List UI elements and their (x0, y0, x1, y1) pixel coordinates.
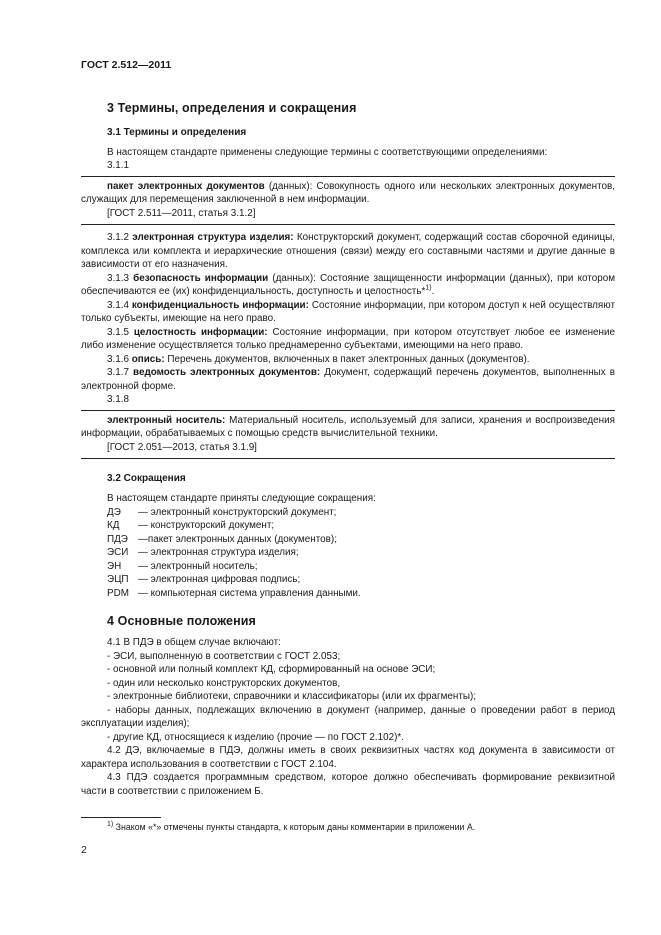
abbreviation-row (107, 533, 361, 547)
abbreviation-row (107, 573, 361, 587)
abbreviation-key: PDM (107, 587, 129, 599)
abbreviation-row (107, 519, 361, 533)
abbreviation-key: ЭЦП (107, 574, 129, 585)
term-box-3-1-1 (81, 176, 615, 226)
clause-4-3: 4.3 ПДЭ создается программным средством, которое должно обеспечивать формирование реквизитной части в соответствии с приложением Б. (81, 772, 615, 797)
abbreviation-key: ДЭ (107, 506, 121, 518)
abbreviation-value: — электронная структура изделия; (138, 547, 299, 558)
term-3-1-4: 3.1.4 конфиденциальность информации: Состояние информации, при котором доступ к ней осуществляют только субъекты, имеющие на него право. (81, 299, 615, 324)
term-3-1-1-definition: пакет электронных документов (данных): Совокупность одного или нескольких электронных документов, служащих для перемещения заключенной в нем информации. (81, 180, 615, 205)
page-content (81, 59, 615, 833)
abbreviation-value: — электронный носитель; (138, 560, 258, 572)
list-item: - ЭСИ, выполненную в соответствии с ГОСТ 2.053; (107, 650, 341, 662)
term-3-1-6-name: опись: (131, 353, 165, 365)
term-number-3-1-1: 3.1.1 (107, 160, 129, 171)
abbreviation-value: — компьютерная система управления данными. (138, 587, 361, 599)
abbreviation-row (107, 587, 361, 601)
abbreviation-value: — электронный конструкторский документ; (138, 506, 337, 518)
subsection-3-2-title: 3.2 Сокращения (107, 473, 186, 484)
abbreviation-value: — конструкторский документ; (138, 520, 275, 531)
term-3-1-5-name: целостность информации: (133, 326, 268, 338)
abbreviation-key: ЭСИ (107, 547, 129, 558)
term-3-1-2: 3.1.2 электронная структура изделия: Конструкторский документ, содержащий состав сборочной единицы, комплекса или комплекта и иерархические отношения (связи) между его составными частями и другие данные в зависимости от его назначения. (81, 232, 615, 270)
term-number-3-1-8: 3.1.8 (107, 394, 129, 405)
clause-4-1: 4.1 В ПДЭ в общем случае включают: (107, 637, 281, 648)
abbreviation-key: ЭН (107, 560, 122, 572)
term-3-1-7-name: ведомость электронных документов: (133, 367, 321, 378)
abbreviations-list (107, 506, 361, 601)
footnote: $^{1)}$ Знаком «*» отмечены пункты стандарта, к которым даны комментарии в приложении А. (107, 821, 476, 832)
section-4-title: 4 Основные положения (107, 614, 256, 628)
term-3-1-7: 3.1.7 ведомость электронных документов: Документ, содержащий перечень документов, выполненных в электронной форме. (81, 367, 615, 392)
term-3-1-4-name: конфиденциальность информации: (131, 299, 309, 311)
term-3-1-5: 3.1.5 целостность информации: Состояние информации, при котором отсутствует любое ее изменение либо изменение осуществляется только преднамеренно субъектами, имеющими на него право. (81, 326, 615, 351)
abbreviation-value: —пакет электронных данных (документов); (138, 533, 337, 545)
clause-4-1-list (81, 650, 615, 745)
abbreviation-key: КД (107, 520, 120, 531)
section-3-title: 3 Термины, определения и сокращения (107, 100, 357, 115)
list-item: - один или несколько конструкторских документов, (107, 677, 341, 689)
term-3-1-3: 3.1.3 безопасность информации (данных): Состояние защищенности информации (данных), при котором обеспечиваются ее (их) конфиденциальность, доступность и целостность*$^{1)}$. (81, 272, 615, 297)
clause-4-2: 4.2 ДЭ, включаемые в ПДЭ, должны иметь в своих реквизитных частях код документа в зависимости от характера использования в соответствии с ГОСТ 2.104. (81, 745, 615, 770)
document-code: ГОСТ 2.512—2011 (81, 59, 172, 71)
term-3-1-8-definition: электронный носитель: Материальный носитель, используемый для записи, хранения и воспроизведения информации, обрабатываемых с помощью средств вычислительной техники. (81, 414, 615, 439)
page-number: 2 (81, 844, 87, 856)
list-item: - наборы данных, подлежащих включению в документ (например, данные о проведении работ в период эксплуатации изделия); (81, 704, 615, 729)
footnote-ref: 1) (425, 284, 432, 292)
term-3-1-8-source: [ГОСТ 2.051—2013, статья 3.1.9] (107, 441, 257, 453)
footnote-divider (81, 817, 161, 818)
abbreviation-key: ПДЭ (107, 533, 128, 545)
abbreviations-intro: В настоящем стандарте приняты следующие сокращения: (107, 493, 376, 504)
term-box-3-1-8 (81, 410, 615, 460)
subsection-3-1-title: 3.1 Термины и определения (107, 126, 247, 138)
abbreviation-row (107, 560, 361, 574)
term-3-1-6: 3.1.6 опись: Перечень документов, включенных в пакет электронных данных (документов). (107, 353, 530, 365)
list-item: - другие КД, относящиеся к изделию (прочие — по ГОСТ 2.102)*. (107, 731, 404, 743)
abbreviation-row (107, 506, 361, 520)
term-3-1-1-source: [ГОСТ 2.511—2011, статья 3.1.2] (107, 207, 256, 219)
term-3-1-3-name: безопасность информации (133, 272, 269, 284)
list-item: - основной или полный комплект КД, сформированный на основе ЭСИ; (107, 664, 436, 675)
term-3-1-8-name: электронный носитель: (107, 414, 226, 426)
terms-intro: В настоящем стандарте применены следующие термины с соответствующими определениями: (107, 146, 548, 158)
list-item: - электронные библиотеки, справочники и классификаторы (или их фрагменты); (107, 691, 476, 702)
abbreviation-value: — электронная цифровая подпись; (138, 574, 301, 585)
term-3-1-1-name: пакет электронных документов (107, 180, 265, 192)
term-3-1-2-name: электронная структура изделия: (132, 232, 294, 243)
abbreviation-row (107, 546, 361, 560)
